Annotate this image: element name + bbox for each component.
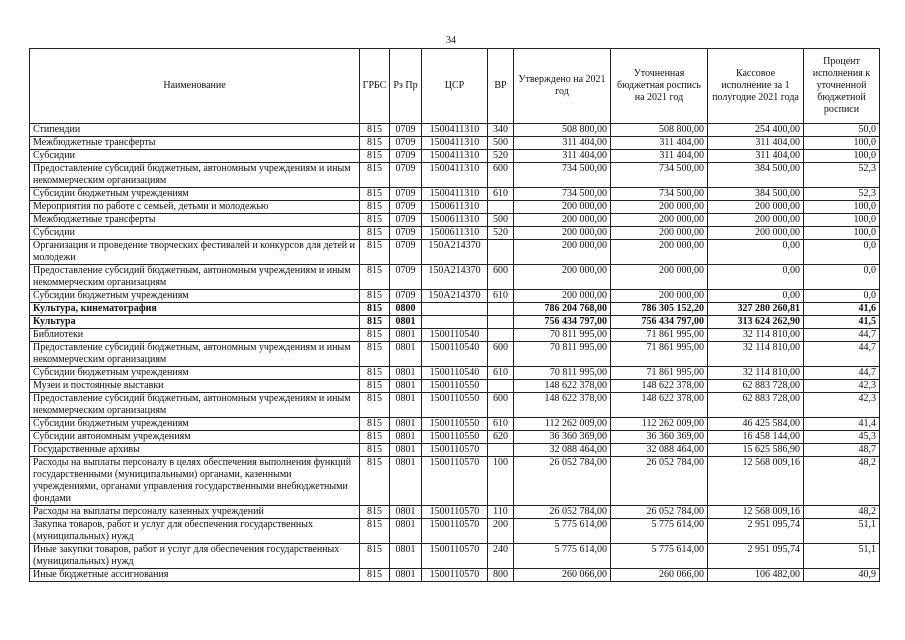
cell-approved: 200 000,00 bbox=[514, 265, 611, 290]
cell-specified: 71 861 995,00 bbox=[611, 367, 708, 380]
table-row bbox=[30, 316, 880, 329]
cell-vr: 610 bbox=[488, 290, 514, 303]
cell-cash: 46 425 584,00 bbox=[708, 418, 804, 431]
cell-approved: 32 088 464,00 bbox=[514, 444, 611, 457]
cell-name: Иные бюджетные ассигнования bbox=[30, 569, 360, 582]
cell-grbs: 815 bbox=[360, 342, 390, 367]
cell-specified: 71 861 995,00 bbox=[611, 342, 708, 367]
cell-percent: 41,6 bbox=[804, 303, 880, 316]
cell-approved: 70 811 995,00 bbox=[514, 329, 611, 342]
cell-specified: 200 000,00 bbox=[611, 214, 708, 227]
cell-grbs: 815 bbox=[360, 569, 390, 582]
cell-percent: 100,0 bbox=[804, 227, 880, 240]
cell-vr: 110 bbox=[488, 506, 514, 519]
cell-percent: 50,0 bbox=[804, 124, 880, 137]
cell-approved: 36 360 369,00 bbox=[514, 431, 611, 444]
table-row bbox=[30, 393, 880, 418]
table-row bbox=[30, 201, 880, 214]
cell-csr: 1500110550 bbox=[422, 380, 488, 393]
cell-rzpr: 0801 bbox=[390, 569, 422, 582]
table-row bbox=[30, 124, 880, 137]
cell-approved: 200 000,00 bbox=[514, 290, 611, 303]
cell-name: Музеи и постоянные выставки bbox=[30, 380, 360, 393]
cell-cash: 32 114 810,00 bbox=[708, 329, 804, 342]
cell-grbs: 815 bbox=[360, 380, 390, 393]
cell-name: Предоставление субсидий бюджетным, автономным учреждениям и иным некоммерческим организациям bbox=[30, 342, 360, 367]
cell-name: Субсидии bbox=[30, 227, 360, 240]
cell-rzpr: 0709 bbox=[390, 240, 422, 265]
cell-vr: 610 bbox=[488, 367, 514, 380]
cell-approved: 26 052 784,00 bbox=[514, 457, 611, 506]
cell-percent: 100,0 bbox=[804, 137, 880, 150]
cell-percent: 51,1 bbox=[804, 519, 880, 544]
cell-cash: 313 624 262,90 bbox=[708, 316, 804, 329]
cell-grbs: 815 bbox=[360, 316, 390, 329]
cell-name: Субсидии бюджетным учреждениям bbox=[30, 418, 360, 431]
cell-vr: 100 bbox=[488, 457, 514, 506]
cell-rzpr: 0709 bbox=[390, 265, 422, 290]
cell-vr: 610 bbox=[488, 188, 514, 201]
table-row bbox=[30, 137, 880, 150]
cell-grbs: 815 bbox=[360, 265, 390, 290]
cell-approved: 26 052 784,00 bbox=[514, 506, 611, 519]
table-row bbox=[30, 506, 880, 519]
cell-grbs: 815 bbox=[360, 506, 390, 519]
cell-name: Субсидии бюджетным учреждениям bbox=[30, 290, 360, 303]
cell-name: Межбюджетные трансферты bbox=[30, 214, 360, 227]
cell-approved: 200 000,00 bbox=[514, 214, 611, 227]
cell-grbs: 815 bbox=[360, 544, 390, 569]
header-grbs: ГРБС bbox=[360, 49, 390, 124]
cell-rzpr: 0801 bbox=[390, 329, 422, 342]
cell-cash: 62 883 728,00 bbox=[708, 380, 804, 393]
cell-csr: 1500110540 bbox=[422, 342, 488, 367]
cell-specified: 756 434 797,00 bbox=[611, 316, 708, 329]
cell-percent: 100,0 bbox=[804, 214, 880, 227]
cell-percent: 100,0 bbox=[804, 201, 880, 214]
table-row bbox=[30, 214, 880, 227]
cell-csr: 1500110570 bbox=[422, 569, 488, 582]
cell-percent: 52,3 bbox=[804, 163, 880, 188]
cell-cash: 0,00 bbox=[708, 265, 804, 290]
cell-vr: 600 bbox=[488, 342, 514, 367]
table-row bbox=[30, 444, 880, 457]
cell-vr: 340 bbox=[488, 124, 514, 137]
table-row bbox=[30, 329, 880, 342]
cell-percent: 40,9 bbox=[804, 569, 880, 582]
cell-approved: 734 500,00 bbox=[514, 188, 611, 201]
cell-percent: 48,2 bbox=[804, 457, 880, 506]
cell-vr: 600 bbox=[488, 163, 514, 188]
cell-specified: 5 775 614,00 bbox=[611, 519, 708, 544]
cell-grbs: 815 bbox=[360, 431, 390, 444]
table-row bbox=[30, 544, 880, 569]
cell-cash: 16 458 144,00 bbox=[708, 431, 804, 444]
cell-csr: 1500411310 bbox=[422, 163, 488, 188]
cell-specified: 36 360 369,00 bbox=[611, 431, 708, 444]
table-row bbox=[30, 240, 880, 265]
table-row bbox=[30, 150, 880, 163]
cell-name: Организация и проведение творческих фестивалей и конкурсов для детей и молодежи bbox=[30, 240, 360, 265]
table-row bbox=[30, 457, 880, 506]
cell-vr: 500 bbox=[488, 214, 514, 227]
cell-approved: 200 000,00 bbox=[514, 240, 611, 265]
cell-grbs: 815 bbox=[360, 290, 390, 303]
cell-grbs: 815 bbox=[360, 240, 390, 265]
cell-percent: 44,7 bbox=[804, 329, 880, 342]
cell-percent: 42,3 bbox=[804, 393, 880, 418]
cell-grbs: 815 bbox=[360, 444, 390, 457]
table-row bbox=[30, 265, 880, 290]
cell-percent: 41,4 bbox=[804, 418, 880, 431]
cell-csr: 1500611310 bbox=[422, 214, 488, 227]
table-row bbox=[30, 290, 880, 303]
cell-csr: 1500110570 bbox=[422, 444, 488, 457]
cell-percent: 48,2 bbox=[804, 506, 880, 519]
cell-vr: 520 bbox=[488, 150, 514, 163]
cell-specified: 200 000,00 bbox=[611, 265, 708, 290]
cell-name: Расходы на выплаты персоналу в целях обеспечения выполнения функций государственными (муниципальными) органами, казенными учреждениями, органами управления государственными внебюджетными фондами bbox=[30, 457, 360, 506]
table-row bbox=[30, 367, 880, 380]
cell-cash: 32 114 810,00 bbox=[708, 367, 804, 380]
cell-grbs: 815 bbox=[360, 367, 390, 380]
cell-percent: 45,3 bbox=[804, 431, 880, 444]
cell-name: Закупка товаров, работ и услуг для обеспечения государственных (муниципальных) нужд bbox=[30, 519, 360, 544]
cell-percent: 42,3 bbox=[804, 380, 880, 393]
cell-specified: 5 775 614,00 bbox=[611, 544, 708, 569]
cell-rzpr: 0801 bbox=[390, 342, 422, 367]
cell-vr bbox=[488, 240, 514, 265]
cell-grbs: 815 bbox=[360, 188, 390, 201]
cell-csr: 1500110540 bbox=[422, 367, 488, 380]
cell-csr: 150A214370 bbox=[422, 240, 488, 265]
cell-percent: 0,0 bbox=[804, 265, 880, 290]
table-row bbox=[30, 303, 880, 316]
cell-grbs: 815 bbox=[360, 457, 390, 506]
table-row bbox=[30, 569, 880, 582]
cell-cash: 15 625 586,90 bbox=[708, 444, 804, 457]
cell-vr: 200 bbox=[488, 519, 514, 544]
cell-vr: 600 bbox=[488, 265, 514, 290]
cell-rzpr: 0801 bbox=[390, 444, 422, 457]
cell-percent: 52,3 bbox=[804, 188, 880, 201]
cell-csr: 1500110570 bbox=[422, 544, 488, 569]
cell-cash: 311 404,00 bbox=[708, 137, 804, 150]
header-specified: Уточненная бюджетная роспись на 2021 год bbox=[611, 49, 708, 124]
cell-specified: 734 500,00 bbox=[611, 163, 708, 188]
cell-csr: 1500411310 bbox=[422, 137, 488, 150]
cell-approved: 508 800,00 bbox=[514, 124, 611, 137]
cell-name: Культура, кинематография bbox=[30, 303, 360, 316]
cell-name: Субсидии автономным учреждениям bbox=[30, 431, 360, 444]
cell-specified: 734 500,00 bbox=[611, 188, 708, 201]
table-row bbox=[30, 163, 880, 188]
cell-rzpr: 0709 bbox=[390, 163, 422, 188]
table-row bbox=[30, 188, 880, 201]
cell-csr: 1500110550 bbox=[422, 418, 488, 431]
cell-grbs: 815 bbox=[360, 418, 390, 431]
cell-cash: 32 114 810,00 bbox=[708, 342, 804, 367]
table-row bbox=[30, 431, 880, 444]
cell-rzpr: 0801 bbox=[390, 431, 422, 444]
cell-specified: 148 622 378,00 bbox=[611, 393, 708, 418]
cell-vr: 520 bbox=[488, 227, 514, 240]
cell-specified: 71 861 995,00 bbox=[611, 329, 708, 342]
cell-percent: 41,5 bbox=[804, 316, 880, 329]
cell-approved: 756 434 797,00 bbox=[514, 316, 611, 329]
cell-grbs: 815 bbox=[360, 519, 390, 544]
cell-rzpr: 0709 bbox=[390, 214, 422, 227]
cell-approved: 734 500,00 bbox=[514, 163, 611, 188]
cell-rzpr: 0709 bbox=[390, 137, 422, 150]
cell-grbs: 815 bbox=[360, 163, 390, 188]
cell-approved: 70 811 995,00 bbox=[514, 367, 611, 380]
cell-rzpr: 0801 bbox=[390, 457, 422, 506]
cell-csr bbox=[422, 303, 488, 316]
cell-name: Стипендии bbox=[30, 124, 360, 137]
header-csr: ЦСР bbox=[422, 49, 488, 124]
cell-cash: 254 400,00 bbox=[708, 124, 804, 137]
cell-rzpr: 0801 bbox=[390, 393, 422, 418]
cell-name: Субсидии bbox=[30, 150, 360, 163]
cell-percent: 48,7 bbox=[804, 444, 880, 457]
page-number: 34 bbox=[446, 35, 456, 46]
cell-grbs: 815 bbox=[360, 150, 390, 163]
cell-name: Субсидии бюджетным учреждениям bbox=[30, 367, 360, 380]
cell-approved: 112 262 009,00 bbox=[514, 418, 611, 431]
cell-specified: 200 000,00 bbox=[611, 227, 708, 240]
table-header bbox=[30, 49, 880, 124]
cell-cash: 384 500,00 bbox=[708, 188, 804, 201]
cell-grbs: 815 bbox=[360, 303, 390, 316]
cell-cash: 200 000,00 bbox=[708, 227, 804, 240]
cell-approved: 786 204 768,00 bbox=[514, 303, 611, 316]
cell-specified: 200 000,00 bbox=[611, 201, 708, 214]
cell-csr: 1500110570 bbox=[422, 519, 488, 544]
cell-cash: 12 568 009,16 bbox=[708, 457, 804, 506]
cell-specified: 786 305 152,20 bbox=[611, 303, 708, 316]
table-row bbox=[30, 418, 880, 431]
cell-cash: 200 000,00 bbox=[708, 214, 804, 227]
header-percent: Процент исполнения к уточненной бюджетной росписи bbox=[804, 49, 880, 124]
cell-rzpr: 0801 bbox=[390, 544, 422, 569]
cell-approved: 200 000,00 bbox=[514, 227, 611, 240]
cell-rzpr: 0709 bbox=[390, 227, 422, 240]
cell-name: Межбюджетные трансферты bbox=[30, 137, 360, 150]
table-body bbox=[30, 124, 880, 582]
cell-cash: 2 951 095,74 bbox=[708, 544, 804, 569]
cell-name: Культура bbox=[30, 316, 360, 329]
cell-cash: 200 000,00 bbox=[708, 201, 804, 214]
cell-name: Мероприятия по работе с семьей, детьми и молодежью bbox=[30, 201, 360, 214]
cell-csr: 1500110540 bbox=[422, 329, 488, 342]
table-row bbox=[30, 342, 880, 367]
cell-csr: 1500411310 bbox=[422, 188, 488, 201]
cell-cash: 62 883 728,00 bbox=[708, 393, 804, 418]
header-rzpr: Рз Пр bbox=[390, 49, 422, 124]
cell-rzpr: 0801 bbox=[390, 367, 422, 380]
budget-table bbox=[29, 48, 880, 582]
cell-grbs: 815 bbox=[360, 393, 390, 418]
table-row bbox=[30, 227, 880, 240]
cell-specified: 112 262 009,00 bbox=[611, 418, 708, 431]
cell-percent: 44,7 bbox=[804, 342, 880, 367]
cell-specified: 508 800,00 bbox=[611, 124, 708, 137]
cell-name: Расходы на выплаты персоналу казенных учреждений bbox=[30, 506, 360, 519]
cell-vr bbox=[488, 380, 514, 393]
cell-cash: 311 404,00 bbox=[708, 150, 804, 163]
cell-specified: 260 066,00 bbox=[611, 569, 708, 582]
cell-rzpr: 0709 bbox=[390, 201, 422, 214]
cell-vr: 600 bbox=[488, 393, 514, 418]
cell-approved: 311 404,00 bbox=[514, 150, 611, 163]
cell-specified: 32 088 464,00 bbox=[611, 444, 708, 457]
cell-cash: 327 280 260,81 bbox=[708, 303, 804, 316]
cell-vr: 620 bbox=[488, 431, 514, 444]
cell-approved: 260 066,00 bbox=[514, 569, 611, 582]
cell-name: Предоставление субсидий бюджетным, автономным учреждениям и иным некоммерческим организациям bbox=[30, 393, 360, 418]
cell-rzpr: 0709 bbox=[390, 150, 422, 163]
cell-approved: 70 811 995,00 bbox=[514, 342, 611, 367]
cell-rzpr: 0709 bbox=[390, 290, 422, 303]
cell-name: Иные закупки товаров, работ и услуг для обеспечения государственных (муниципальных) нужд bbox=[30, 544, 360, 569]
cell-percent: 100,0 bbox=[804, 150, 880, 163]
cell-grbs: 815 bbox=[360, 227, 390, 240]
cell-vr bbox=[488, 444, 514, 457]
cell-rzpr: 0801 bbox=[390, 519, 422, 544]
cell-specified: 148 622 378,00 bbox=[611, 380, 708, 393]
table-row bbox=[30, 380, 880, 393]
cell-rzpr: 0801 bbox=[390, 380, 422, 393]
cell-csr: 1500411310 bbox=[422, 150, 488, 163]
cell-vr: 500 bbox=[488, 137, 514, 150]
cell-csr: 1500110550 bbox=[422, 393, 488, 418]
cell-specified: 311 404,00 bbox=[611, 150, 708, 163]
cell-specified: 200 000,00 bbox=[611, 290, 708, 303]
cell-cash: 2 951 095,74 bbox=[708, 519, 804, 544]
cell-specified: 200 000,00 bbox=[611, 240, 708, 265]
cell-rzpr: 0709 bbox=[390, 188, 422, 201]
cell-specified: 311 404,00 bbox=[611, 137, 708, 150]
cell-csr: 150A214370 bbox=[422, 290, 488, 303]
cell-vr bbox=[488, 201, 514, 214]
cell-approved: 148 622 378,00 bbox=[514, 380, 611, 393]
cell-cash: 384 500,00 bbox=[708, 163, 804, 188]
cell-csr: 150A214370 bbox=[422, 265, 488, 290]
cell-name: Субсидии бюджетным учреждениям bbox=[30, 188, 360, 201]
cell-rzpr: 0800 bbox=[390, 303, 422, 316]
cell-approved: 311 404,00 bbox=[514, 137, 611, 150]
header-approved: Утверждено на 2021 год bbox=[514, 49, 611, 124]
cell-csr: 1500110550 bbox=[422, 431, 488, 444]
cell-csr: 1500110570 bbox=[422, 506, 488, 519]
cell-rzpr: 0801 bbox=[390, 316, 422, 329]
cell-name: Государственные архивы bbox=[30, 444, 360, 457]
cell-approved: 200 000,00 bbox=[514, 201, 611, 214]
cell-cash: 106 482,00 bbox=[708, 569, 804, 582]
cell-grbs: 815 bbox=[360, 214, 390, 227]
cell-name: Предоставление субсидий бюджетным, автономным учреждениям и иным некоммерческим организациям bbox=[30, 163, 360, 188]
cell-grbs: 815 bbox=[360, 201, 390, 214]
cell-approved: 148 622 378,00 bbox=[514, 393, 611, 418]
cell-csr bbox=[422, 316, 488, 329]
cell-specified: 26 052 784,00 bbox=[611, 506, 708, 519]
cell-csr: 1500411310 bbox=[422, 124, 488, 137]
cell-vr bbox=[488, 316, 514, 329]
cell-approved: 5 775 614,00 bbox=[514, 544, 611, 569]
header-vr: ВР bbox=[488, 49, 514, 124]
cell-percent: 0,0 bbox=[804, 290, 880, 303]
cell-vr: 240 bbox=[488, 544, 514, 569]
cell-vr bbox=[488, 329, 514, 342]
header-name: Наименование bbox=[30, 49, 360, 124]
cell-csr: 1500611310 bbox=[422, 227, 488, 240]
cell-csr: 1500611310 bbox=[422, 201, 488, 214]
cell-grbs: 815 bbox=[360, 137, 390, 150]
cell-rzpr: 0801 bbox=[390, 418, 422, 431]
cell-cash: 12 568 009,16 bbox=[708, 506, 804, 519]
cell-percent: 51,1 bbox=[804, 544, 880, 569]
cell-cash: 0,00 bbox=[708, 240, 804, 265]
cell-rzpr: 0709 bbox=[390, 124, 422, 137]
cell-percent: 44,7 bbox=[804, 367, 880, 380]
cell-rzpr: 0801 bbox=[390, 506, 422, 519]
cell-grbs: 815 bbox=[360, 124, 390, 137]
cell-name: Предоставление субсидий бюджетным, автономным учреждениям и иным некоммерческим организациям bbox=[30, 265, 360, 290]
cell-vr bbox=[488, 303, 514, 316]
cell-percent: 0,0 bbox=[804, 240, 880, 265]
header-cash: Кассовое исполнение за 1 полугодие 2021 года bbox=[708, 49, 804, 124]
cell-csr: 1500110570 bbox=[422, 457, 488, 506]
cell-cash: 0,00 bbox=[708, 290, 804, 303]
cell-approved: 5 775 614,00 bbox=[514, 519, 611, 544]
table-row bbox=[30, 519, 880, 544]
cell-vr: 610 bbox=[488, 418, 514, 431]
cell-vr: 800 bbox=[488, 569, 514, 582]
cell-specified: 26 052 784,00 bbox=[611, 457, 708, 506]
cell-name: Библиотеки bbox=[30, 329, 360, 342]
cell-grbs: 815 bbox=[360, 329, 390, 342]
